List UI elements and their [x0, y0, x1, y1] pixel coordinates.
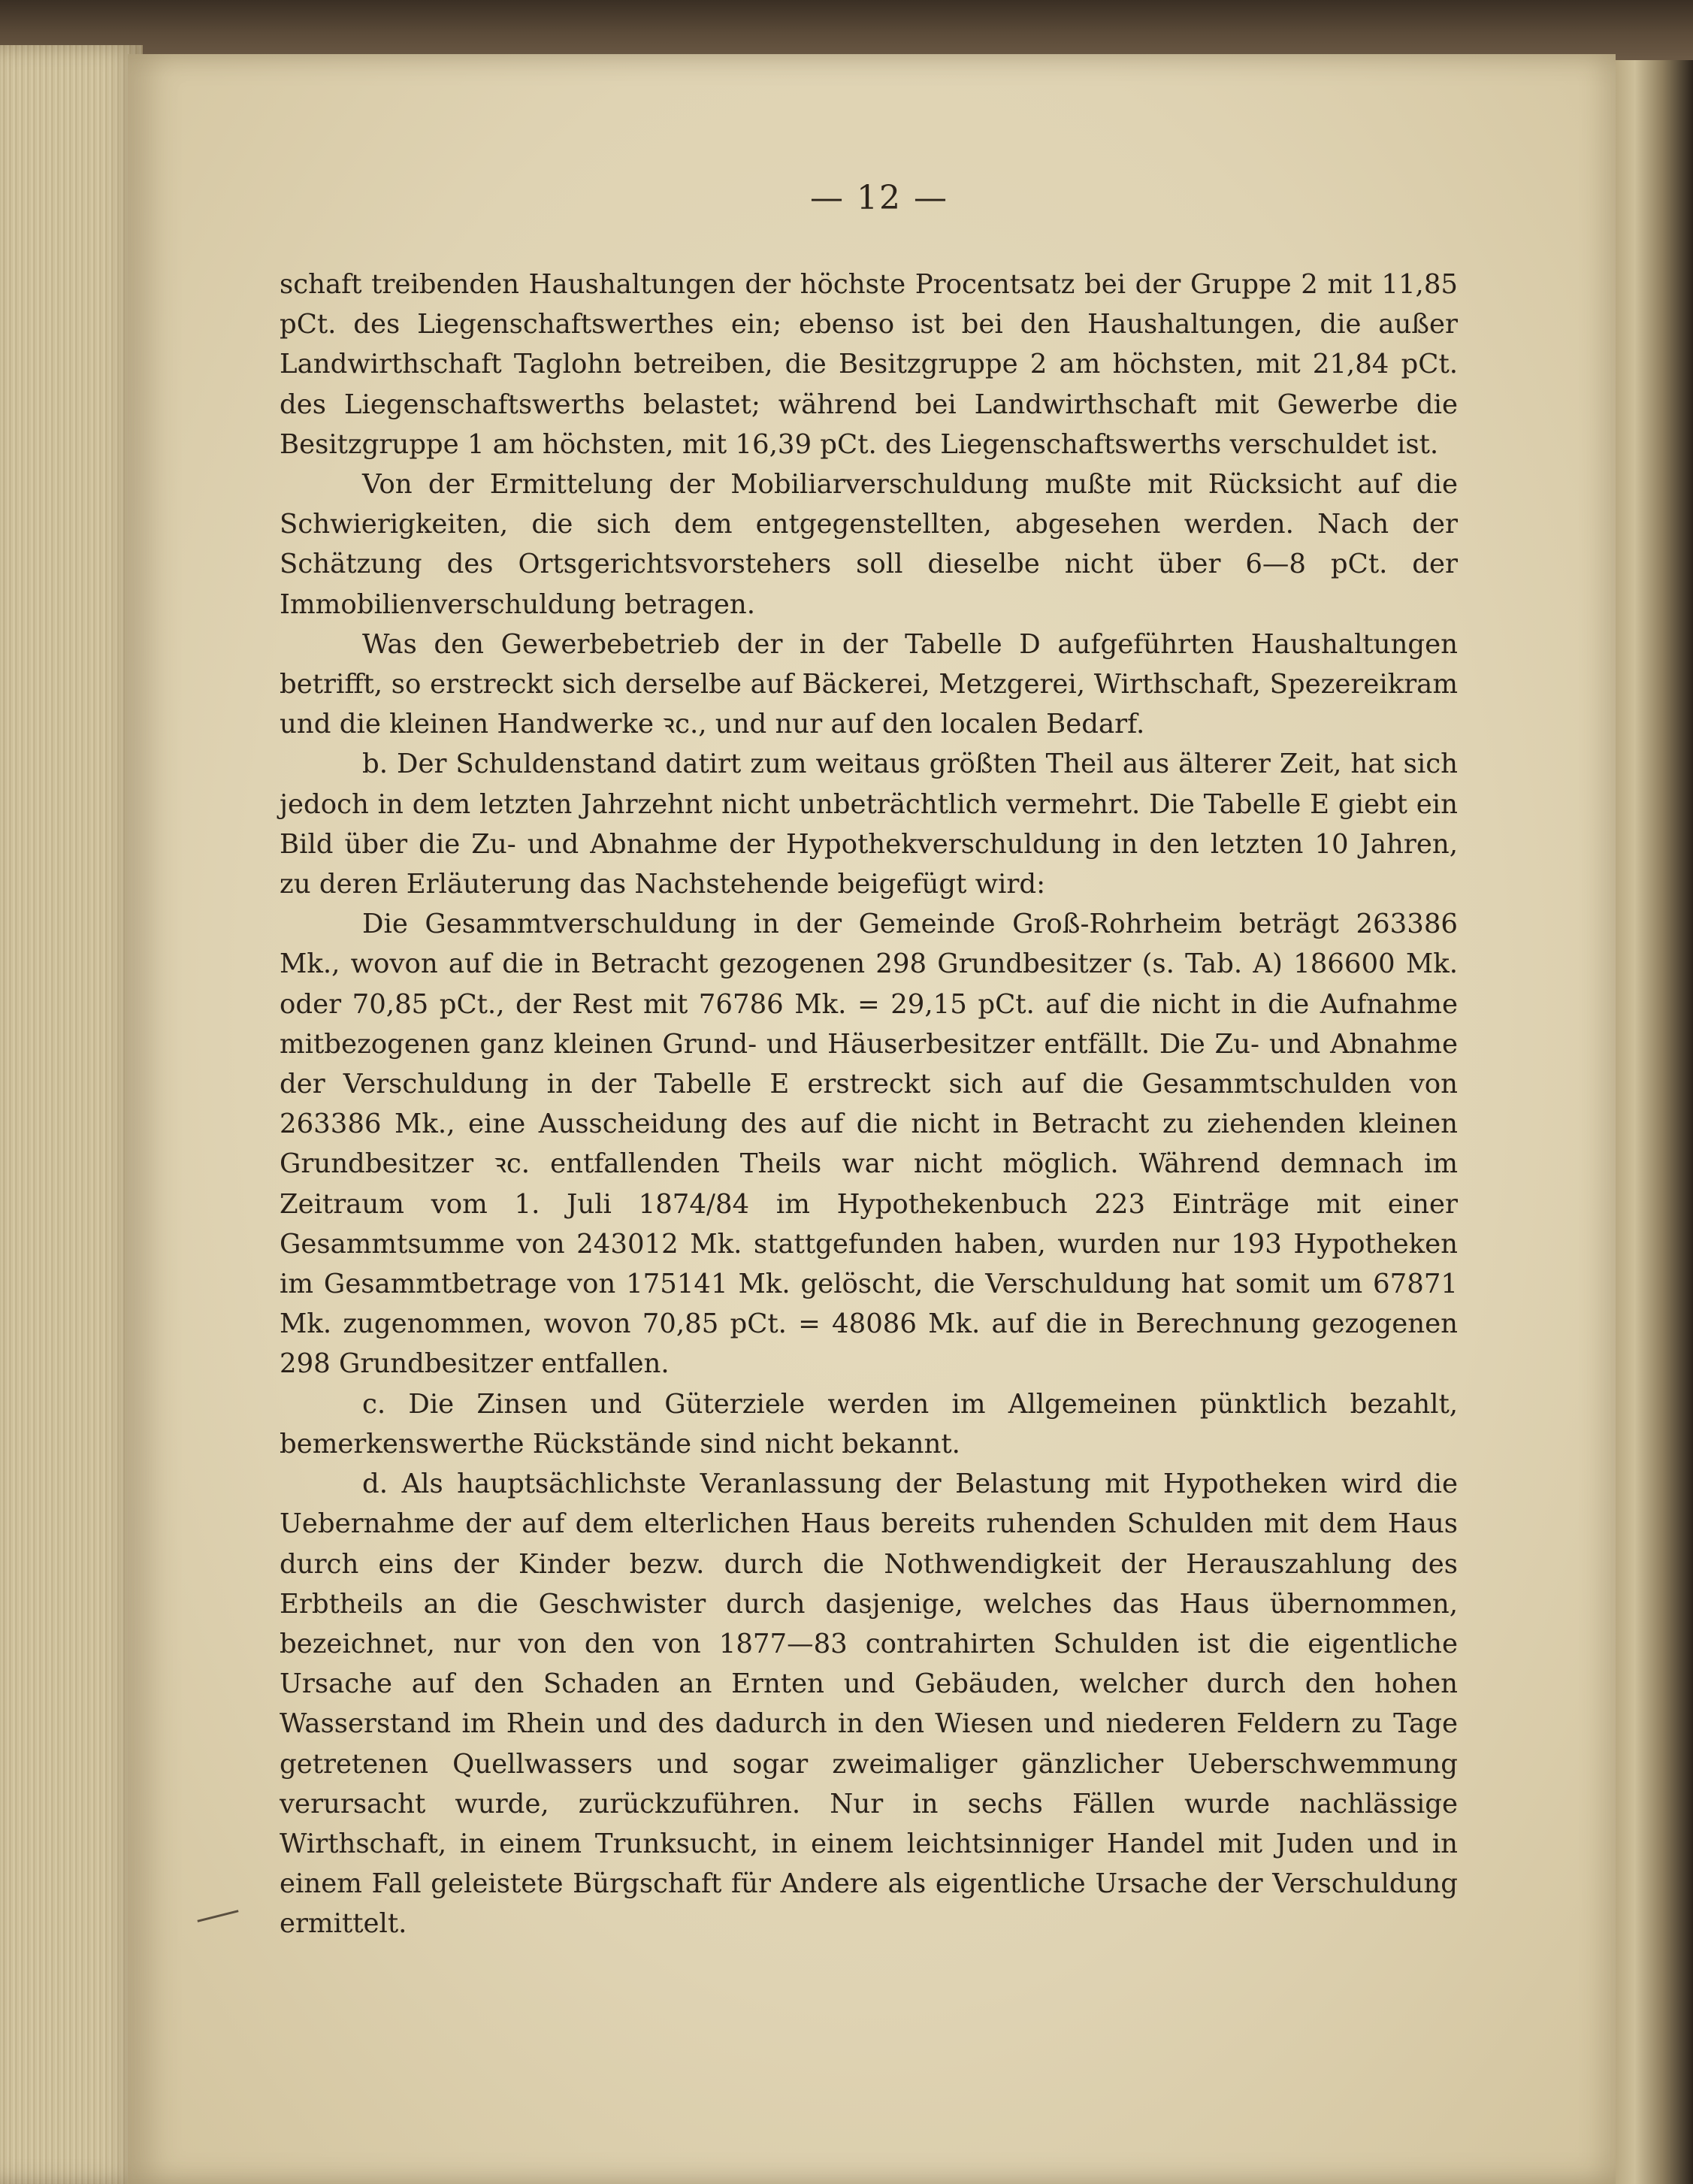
paragraph-mobiliar: Von der Ermittelung der Mobiliarverschuldung mußte mit Rücksicht auf die Schwierigkeiten, die sich dem entgegenstellten, abgesehen werden. Nach der Schätzung des Ortsgerichtsvorstehers soll dieselbe nicht über 6—8 pCt. der Immobilienverschuldung betragen. [280, 469, 1458, 620]
paragraph-d: d. Als hauptsächlichste Veranlassung der Belastung mit Hypotheken wird die Uebernahme der auf dem elterlichen Haus bereits ruhenden Schulden mit dem Haus durch eins der Kinder bezw. durch die Nothwendigkeit der Herauszahlung des Erbtheils an die Geschwister durch dasjenige, welches das Haus übernommen, bezeichnet, nur von den von 1877—83 contrahirten Schulden ist die eigentliche Ursache auf den Schaden an Ernten und Gebäuden, welcher durch den hohen Wasserstand im Rhein und des dadurch in den Wiesen und niederen Feldern zu Tage getretenen Quellwassers und sogar zweimaliger gänzlicher Ueberschwemmung verursacht wurde, zurückzuführen. Nur in sechs Fällen wurde nachlässige Wirthschaft, in einem Trunksucht, in einem leichtsinniger Handel mit Juden und in einem Fall geleistete Bürgschaft für Andere als eigentliche Ursache der Verschuldung ermittelt. [280, 1469, 1458, 1940]
body-text [280, 265, 1458, 1944]
page-number: — 12 — [810, 179, 948, 217]
paragraph-gesammtverschuldung: Die Gesammtverschuldung in der Gemeinde Groß-Rohrheim beträgt 263386 Mk., wovon auf die in Betracht gezogenen 298 Grundbesitzer (s. Tab. A) 186600 Mk. oder 70,85 pCt., der Rest mit 76786 Mk. = 29,15 pCt. auf die nicht in die Aufnahme mitbezogenen ganz kleinen Grund- und Häuserbesitzer entfällt. Die Zu- und Abnahme der Verschuldung in der Tabelle E erstreckt sich auf die Gesammtschulden von 263386 Mk., eine Ausscheidung des auf die nicht in Betracht zu ziehenden kleinen Grundbesitzer ꝛc. entfallenden Theils war nicht möglich. Während demnach im Zeitraum vom 1. Juli 1874/84 im Hypothekenbuch 223 Einträge mit einer Gesammtsumme von 243012 Mk. stattgefunden haben, wurden nur 193 Hypotheken im Gesammtbetrage von 175141 Mk. gelöscht, die Verschuldung hat somit um 67871 Mk. zugenommen, wovon 70,85 pCt. = 48086 Mk. auf die in Berechnung gezogenen 298 Grundbesitzer entfallen. [280, 909, 1458, 1380]
paragraph-gewerbe: Was den Gewerbebetrieb der in der Tabelle D aufgeführten Haushaltungen betrifft, so erstreckt sich derselbe auf Bäckerei, Metzgerei, Wirthschaft, Spezereikram und die kleinen Handwerke ꝛc., und nur auf den localen Bedarf. [280, 628, 1458, 740]
paragraph-b: b. Der Schuldenstand datirt zum weitaus größten Theil aus älterer Zeit, hat sich jedoch in dem letzten Jahrzehnt nicht unbeträchtlich vermehrt. Die Tabelle E giebt ein Bild über die Zu- und Abnahme der Hypothekverschuldung in den letzten 10 Jahren, zu deren Erläuterung das Nachstehende beigefügt wird: [280, 749, 1458, 900]
paragraph-c: c. Die Zinsen und Güterziele werden im Allgemeinen pünktlich bezahlt, bemerkenswerthe Rückstände sind nicht bekannt. [280, 1388, 1458, 1460]
page-stack-edge [0, 45, 143, 2184]
binding-fold [1616, 60, 1693, 2184]
paragraph-continuation: schaft treibenden Haushaltungen der höchste Procentsatz bei der Gruppe 2 mit 11,85 pCt. des Liegenschaftswerthes ein; ebenso ist bei den Haushaltungen, die außer Landwirthschaft Taglohn betreiben, die Besitzgruppe 2 am höchsten, mit 21,84 pCt. des Liegenschaftswerths belastet; während bei Landwirthschaft mit Gewerbe die Besitzgruppe 1 am höchsten, mit 16,39 pCt. des Liegenschaftswerths verschuldet ist. [280, 269, 1458, 460]
